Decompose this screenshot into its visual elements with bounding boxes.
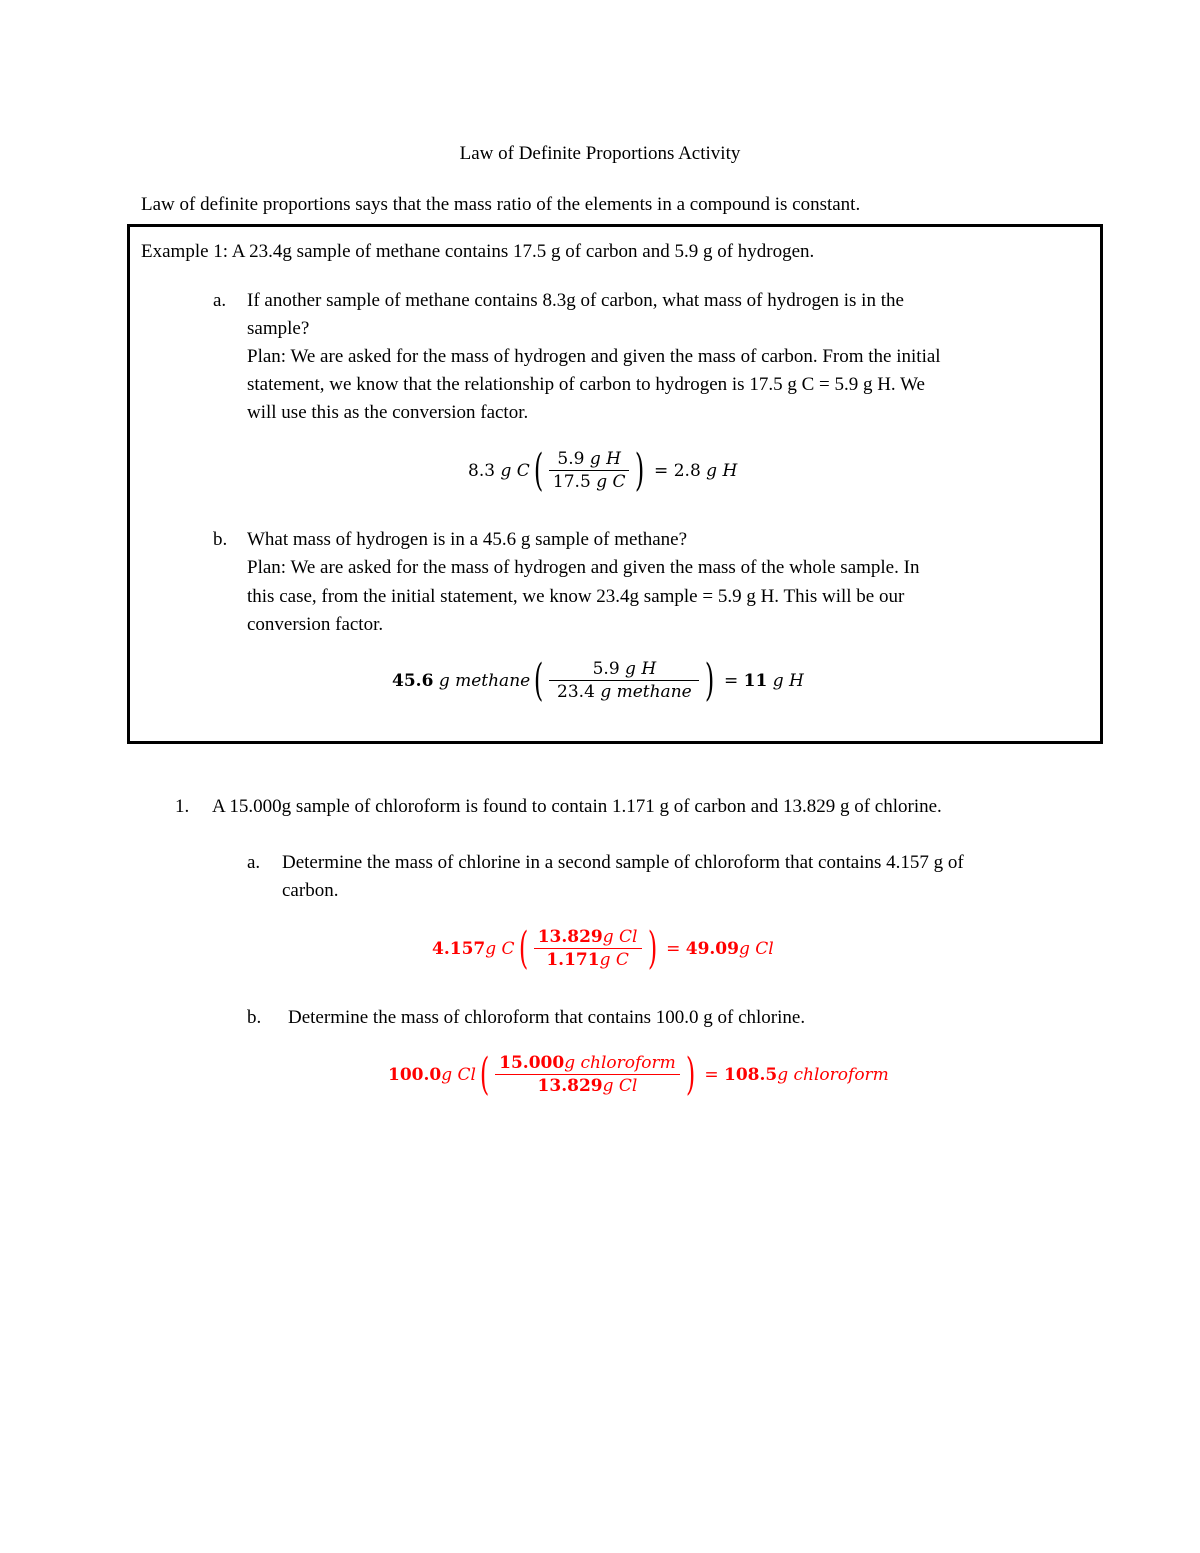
eq-given-value: 100.0 (388, 1064, 442, 1085)
eq-given-unit: g Cl (441, 1064, 476, 1085)
eq-conversion-fraction (549, 448, 630, 493)
eq-given-value: 8.3 (468, 460, 496, 481)
eq-result-value: 11 (743, 670, 768, 691)
example-b-equation: 45.6 g methane ( $\frac{\text{5.9 g H}}{\text{23.4 g methane}}$ ) = 11 g H (392, 654, 804, 706)
open-paren: ( (518, 922, 528, 974)
page-title: Law of Definite Proportions Activity (459, 143, 741, 164)
question-1a-answer-equation: 4.157 g C ( $\frac{\text{13.829g Cl}}{\text{1.171g C}}$ ) = 49.09 g Cl (432, 922, 774, 974)
eq-given-value: 4.157 (432, 938, 486, 959)
eq-result-unit: g H (706, 460, 738, 481)
example-b-plan-line1: Plan: We are asked for the mass of hydrogen and given the mass of the whole sample. In (247, 557, 920, 578)
question-1-text: A 15.000g sample of chloroform is found to contain 1.171 g of carbon and 13.829 g of chlorine. (212, 796, 942, 817)
eq-numerator-value: 5.9 (557, 449, 585, 469)
example-b-marker: b. (213, 529, 228, 550)
eq-conversion-fraction (495, 1052, 680, 1097)
eq-result-value: 49.09 (685, 938, 739, 959)
eq-numerator-unit: g Cl (602, 927, 638, 947)
eq-numerator-value: 15.000 (499, 1053, 565, 1073)
open-paren: ( (533, 444, 544, 496)
eq-numerator-unit: g H (589, 449, 621, 469)
eq-result-unit: g H (772, 670, 804, 691)
question-1a-line2: carbon. (282, 880, 339, 901)
close-paren: ) (647, 922, 657, 974)
question-1b-answer-equation: 100.0 g Cl ( $\frac{\text{15.000g chloroform}}{\text{13.829g Cl}}$ ) = 108.5 g chloroform (388, 1048, 889, 1100)
eq-denominator-value: 23.4 (557, 682, 595, 702)
eq-result-unit: g chloroform (777, 1064, 889, 1085)
question-1b-marker: b. (247, 1007, 262, 1028)
eq-numerator-value: 13.829 (537, 927, 603, 947)
example-a-marker: a. (213, 290, 227, 311)
example-a-question-line2: sample? (247, 318, 310, 339)
eq-denominator-value: 13.829 (537, 1076, 603, 1096)
close-paren: ) (705, 654, 715, 706)
eq-denominator-unit: g C (596, 472, 626, 492)
example-heading: Example 1: A 23.4g sample of methane contains 17.5 g of carbon and 5.9 g of hydrogen. (141, 241, 815, 262)
eq-given-unit: g methane (438, 670, 531, 691)
eq-given-unit: g C (500, 460, 530, 481)
close-paren: ) (635, 444, 645, 496)
eq-conversion-fraction (549, 658, 699, 703)
eq-numerator-unit: g chloroform (564, 1053, 676, 1073)
example-b-plan-line3: conversion factor. (247, 614, 384, 635)
eq-conversion-fraction (534, 926, 642, 971)
intro-text: Law of definite proportions says that the mass ratio of the elements in a compound is constant. (141, 194, 861, 215)
eq-denominator-unit: g Cl (602, 1076, 638, 1096)
eq-result-unit: g Cl (738, 938, 774, 959)
open-paren: ( (479, 1048, 490, 1100)
eq-denominator-unit: g C (599, 950, 629, 970)
question-1b-line1: Determine the mass of chloroform that contains 100.0 g of chlorine. (288, 1007, 806, 1028)
example-a-plan-line2: statement, we know that the relationship of carbon to hydrogen is 17.5 g C = 5.9 g H. We (247, 374, 925, 395)
example-a-plan-line1: Plan: We are asked for the mass of hydrogen and given the mass of carbon. From the initial (247, 346, 941, 367)
eq-numerator-unit: g H (625, 659, 657, 679)
eq-denominator-value: 1.171 (546, 950, 600, 970)
question-1a-marker: a. (247, 852, 261, 873)
example-b-plan-line2: this case, from the initial statement, we know 23.4g sample = 5.9 g H. This will be our (247, 586, 905, 607)
example-a-question-line1: If another sample of methane contains 8.3g of carbon, what mass of hydrogen is in the (247, 290, 904, 311)
eq-denominator-value: 17.5 (552, 472, 591, 492)
eq-result-value: 2.8 (673, 460, 701, 481)
open-paren: ( (534, 654, 544, 706)
example-a-equation: 8.3 g C ( $\frac{\text{5.9 g H}}{\text{17.5 g C}}$ ) = 2.8 g H (468, 444, 738, 496)
eq-result-value: 108.5 (724, 1064, 778, 1085)
eq-given-unit: g C (485, 938, 515, 959)
question-1-marker: 1. (175, 796, 190, 817)
eq-numerator-value: 5.9 (592, 659, 620, 679)
question-1a-line1: Determine the mass of chlorine in a second sample of chloroform that contains 4.157 g of (282, 852, 964, 873)
eq-denominator-unit: g methane (600, 682, 692, 702)
eq-given-value: 45.6 (392, 670, 434, 691)
example-b-question: What mass of hydrogen is in a 45.6 g sample of methane? (247, 529, 688, 550)
close-paren: ) (685, 1048, 696, 1100)
example-a-plan-line3: will use this as the conversion factor. (247, 402, 529, 423)
